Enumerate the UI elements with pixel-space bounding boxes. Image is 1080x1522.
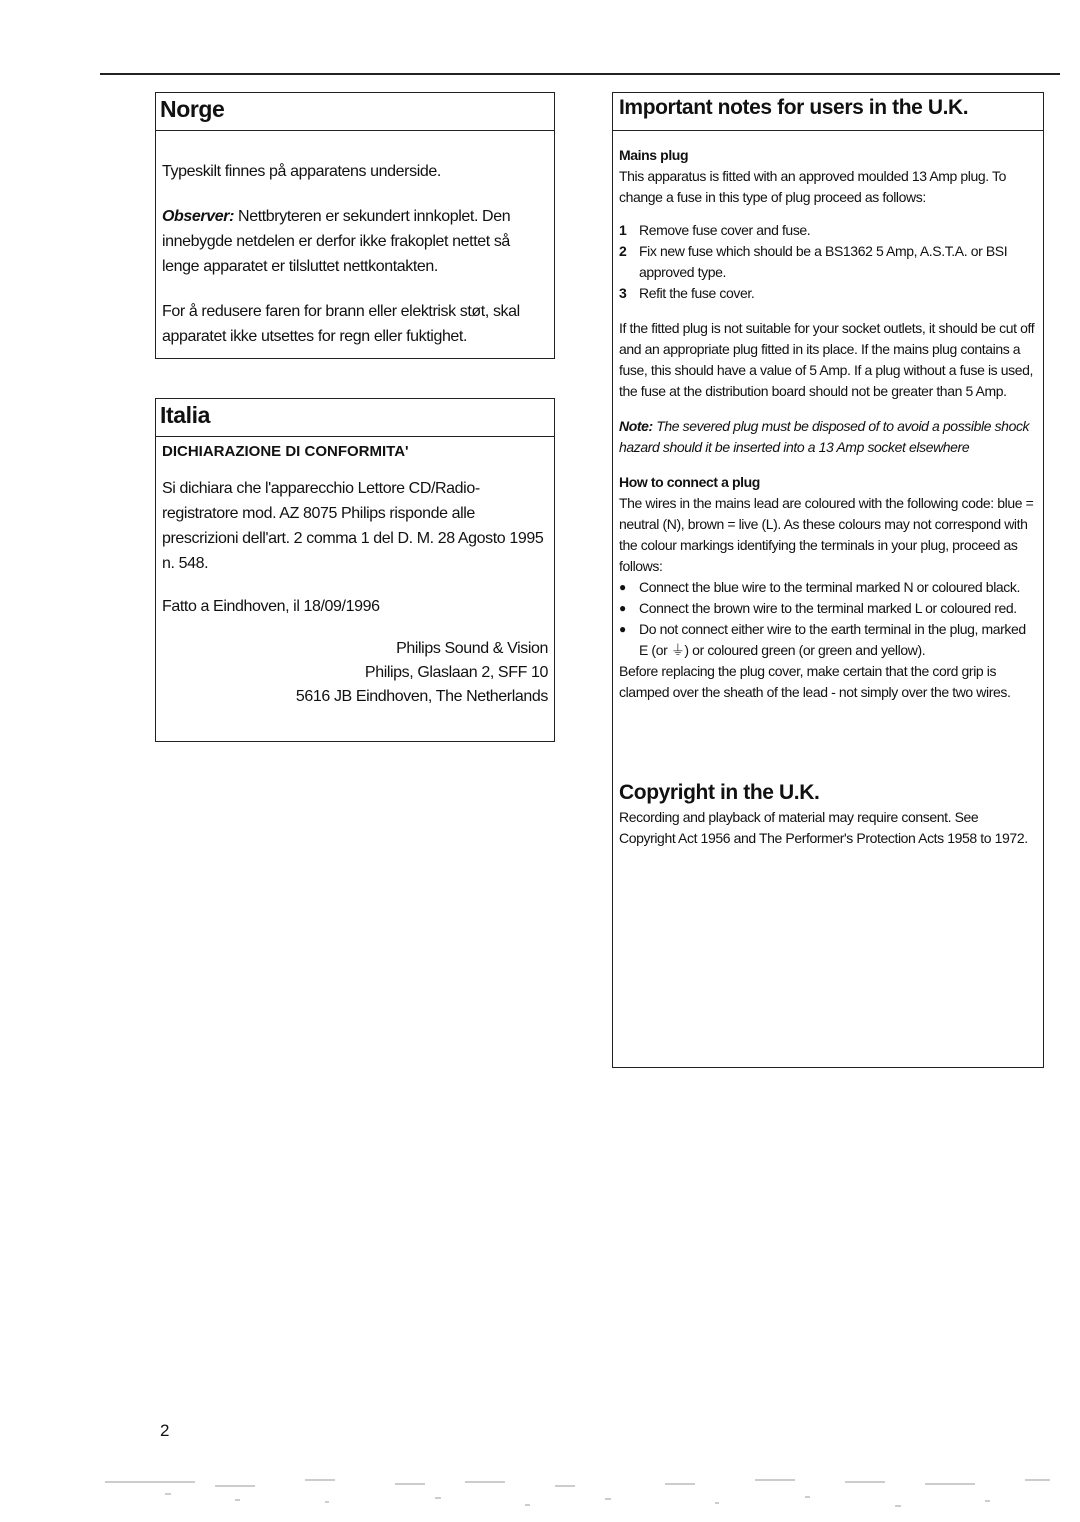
italia-paragraph-1: Si dichiara che l'apparecchio Lettore CD/Radio-registratore mod. AZ 8075 Philips risponde alle prescrizioni dell'art. 2 comma 1 del D. M. 28 Agosto 1995 n. 548. bbox=[162, 480, 544, 572]
copyright-text: Recording and playback of material may require consent. See Copyright Act 1956 and The Performer's Protection Acts 1958 to 1972. bbox=[619, 809, 1028, 846]
norge-paragraph-2 bbox=[156, 204, 554, 279]
signature-line-2: Philips, Glaslaan 2, SFF 10 bbox=[364, 664, 548, 681]
norge-observer-label: Observer: bbox=[162, 208, 234, 225]
wiring-bullet: ● Do not connect either wire to the earth terminal in the plug, marked E (or ⏚) or coloured green (or green and yellow). bbox=[619, 619, 1037, 661]
bullet-icon: ● bbox=[619, 601, 626, 615]
italia-title: Italia bbox=[156, 398, 554, 437]
mains-plug-intro: This apparatus is fitted with an approved moulded 13 Amp plug. To change a fuse in this type of plug proceed as follows: bbox=[619, 168, 1006, 205]
wiring-bullets bbox=[613, 577, 1043, 661]
note-label: Note: bbox=[619, 418, 653, 434]
note-text: The severed plug must be disposed of to avoid a possible shock hazard should it be inserted into a 13 Amp socket elsewhere bbox=[619, 418, 1030, 455]
norge-paragraph-1: Typeskilt finnes på apparatens underside. bbox=[162, 163, 441, 180]
italia-paragraph-2: Fatto a Eindhoven, il 18/09/1996 bbox=[162, 598, 380, 615]
fuse-steps bbox=[613, 220, 1043, 304]
connect-plug-heading: How to connect a plug bbox=[619, 474, 760, 490]
norge-paragraph-3: For å redusere faren for brann eller elektrisk støt, skal apparatet ikke utsettes for regn eller fuktighet. bbox=[162, 303, 520, 345]
fitted-plug-paragraph: If the fitted plug is not suitable for your socket outlets, it should be cut off and an appropriate plug fitted in its place. If the mains plug contains a fuse, this should have a value of 5 Amp. If a plug without a fuse is used, the fuse at the distribution board should not be greater than 5 Amp. bbox=[619, 320, 1035, 399]
italia-subheading: DICHIARAZIONE DI CONFORMITA' bbox=[162, 443, 409, 460]
note-paragraph bbox=[613, 416, 1043, 458]
fuse-step: 3 Refit the fuse cover. bbox=[619, 285, 755, 301]
fuse-step: 1 Remove fuse cover and fuse. bbox=[619, 222, 811, 238]
top-rule bbox=[100, 73, 1060, 75]
scan-artifact-noise bbox=[105, 1472, 1055, 1517]
italia-signature bbox=[156, 637, 554, 709]
fuse-step: 2 Fix new fuse which should be a BS1362 5 Amp, A.S.T.A. or BSI approved type. bbox=[619, 243, 1008, 280]
norge-section bbox=[155, 92, 555, 359]
closing-paragraph: Before replacing the plug cover, make certain that the cord grip is clamped over the sheath of the lead - not simply over the two wires. bbox=[619, 663, 1011, 700]
connect-plug-intro: The wires in the mains lead are coloured with the following code: blue = neutral (N), brown = live (L). As these colours may not correspond with the colour markings identifying the terminals in your plug, proceed as follows: bbox=[619, 495, 1034, 574]
uk-section bbox=[612, 92, 1044, 1068]
italia-section bbox=[155, 398, 555, 742]
signature-line-1: Philips Sound & Vision bbox=[396, 640, 548, 657]
norge-observer-text: Nettbryteren er sekundert innkoplet. Den innebygde netdelen er derfor ikke frakoplet nettet så lenge apparatet er tilsluttet nettkontakten. bbox=[162, 208, 511, 275]
copyright-title: Copyright in the U.K. bbox=[619, 781, 820, 804]
page-number: 2 bbox=[160, 1421, 170, 1440]
mains-plug-heading: Mains plug bbox=[619, 147, 689, 163]
wiring-bullet: ● Connect the brown wire to the terminal marked L or coloured red. bbox=[619, 598, 1037, 619]
wiring-bullet: ● Connect the blue wire to the terminal marked N or coloured black. bbox=[619, 577, 1037, 598]
bullet-icon: ● bbox=[619, 580, 626, 594]
uk-title: Important notes for users in the U.K. bbox=[613, 92, 1043, 131]
signature-line-3: 5616 JB Eindhoven, The Netherlands bbox=[295, 688, 548, 705]
norge-title: Norge bbox=[156, 92, 554, 131]
bullet-icon: ● bbox=[619, 622, 626, 636]
